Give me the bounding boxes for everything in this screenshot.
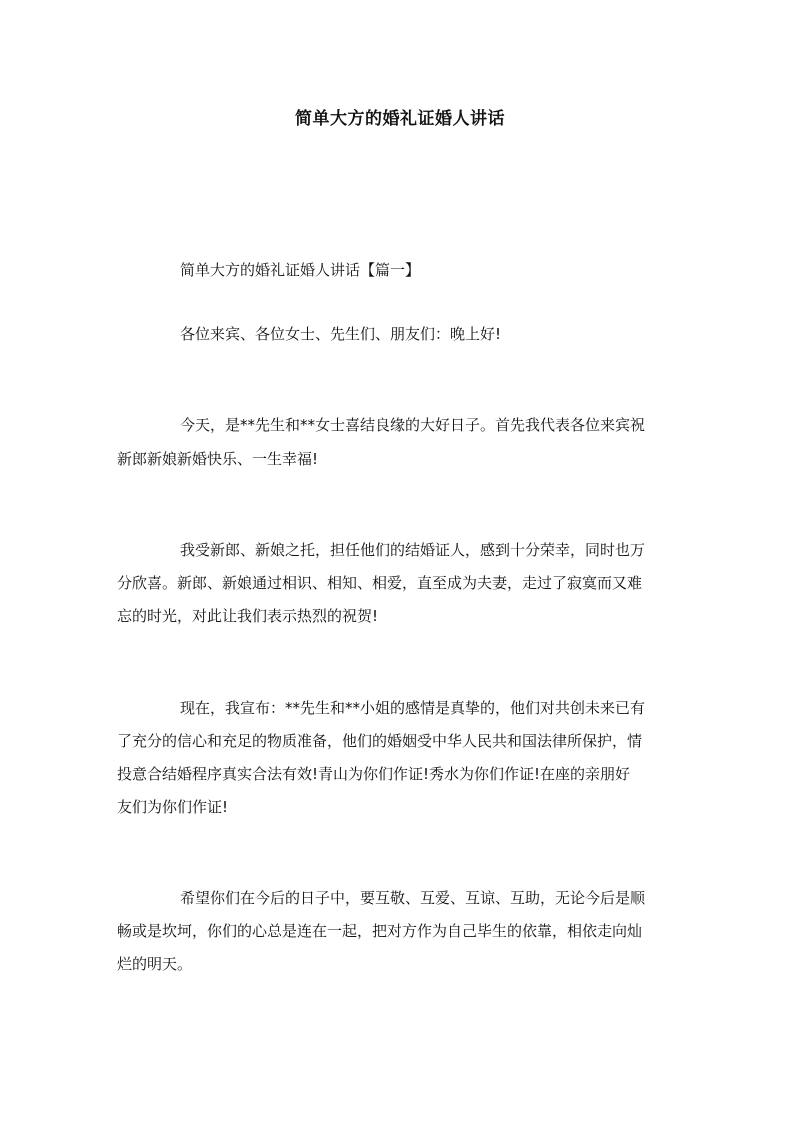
paragraph-line: 分欣喜。新郎、新娘通过相识、相知、相爱，直至成为夫妻，走过了寂寞而又难 xyxy=(117,574,643,592)
paragraph-line: 今天，是**先生和**女士喜结良缘的大好日子。首先我代表各位来宾祝 xyxy=(180,416,646,434)
paragraph-line: 忘的时光，对此让我们表示热烈的祝贺! xyxy=(117,607,379,625)
paragraph-line: 投意合结婚程序真实合法有效!青山为你们作证!秀水为你们作证!在座的亲朋好 xyxy=(117,765,631,783)
paragraph-line: 了充分的信心和充足的物质准备，他们的婚姻受中华人民共和国法律所保护，情 xyxy=(117,732,643,750)
paragraph-line: 希望你们在今后的日子中，要互敬、互爱、互谅、互助，无论今后是顺 xyxy=(180,889,646,907)
paragraph-line: 畅或是坎坷，你们的心总是连在一起，把对方作为自己毕生的依靠，相依走向灿 xyxy=(117,922,643,940)
paragraph-line: 烂的明天。 xyxy=(117,955,193,973)
greeting-line: 各位来宾、各位女士、先生们、朋友们：晚上好! xyxy=(180,325,502,343)
paragraph-line: 新郎新娘新婚快乐、一生幸福! xyxy=(117,450,319,468)
document-title: 简单大方的婚礼证婚人讲话 xyxy=(295,109,505,129)
paragraph-line: 我受新郎、新娘之托，担任他们的结婚证人，感到十分荣幸，同时也万 xyxy=(180,541,646,559)
section-heading: 简单大方的婚礼证婚人讲话【篇一】 xyxy=(180,261,421,279)
paragraph-line: 现在，我宣布：**先生和**小姐的感情是真挚的，他们对共创未来已有 xyxy=(180,699,646,717)
paragraph-line: 友们为你们作证! xyxy=(117,798,229,816)
